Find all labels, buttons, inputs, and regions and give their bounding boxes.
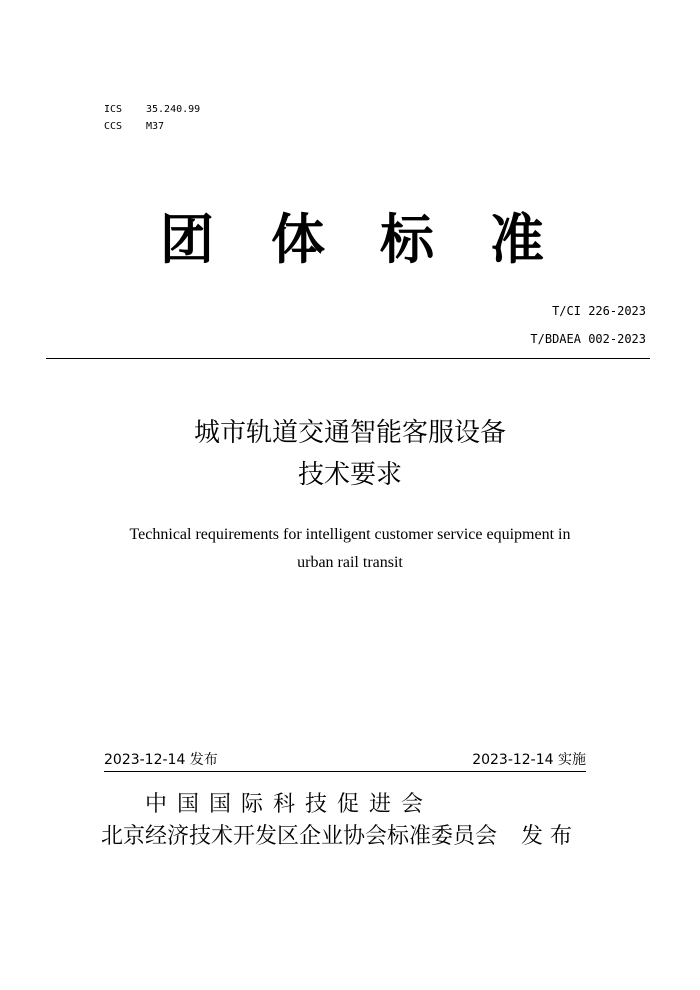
english-title <box>0 521 700 577</box>
ics-label: ICS <box>104 104 123 115</box>
standard-number-bdaea: T/BDAEA 002-2023 <box>530 332 646 346</box>
ccs-row <box>104 118 200 135</box>
standard-type-char: 体 <box>271 207 325 271</box>
standard-type-heading <box>0 204 700 276</box>
chinese-title <box>0 412 700 496</box>
issuer-name: 北京经济技术开发区企业协会标准委员会 <box>101 824 498 849</box>
chinese-title-line1: 城市轨道交通智能客服设备 <box>193 418 506 448</box>
english-title-line2: urban rail transit <box>297 554 403 571</box>
ccs-label: CCS <box>104 121 123 132</box>
standard-type-char: 团 <box>160 207 214 271</box>
standard-numbers <box>530 297 646 353</box>
publish-date: 2023-12-14 发布 <box>104 752 218 768</box>
classification-codes <box>104 101 200 135</box>
ics-row <box>104 101 200 118</box>
standard-number-ci: T/CI 226-2023 <box>552 304 646 318</box>
issue-action: 发 布 <box>521 824 573 849</box>
standard-type-char: 标 <box>380 207 434 271</box>
issuer-line1: 中国国际科技促进会 <box>145 792 434 817</box>
issuer-line2 <box>101 822 572 852</box>
english-title-line1: Technical requirements for intelligent customer service equipment in <box>129 526 571 543</box>
dates-divider <box>104 771 586 772</box>
header-divider <box>46 358 650 359</box>
ics-value: 35.240.99 <box>146 104 201 115</box>
implement-date: 2023-12-14 实施 <box>472 752 586 768</box>
chinese-title-line2: 技术要求 <box>297 460 402 490</box>
ccs-value: M37 <box>146 121 165 132</box>
standard-type-char: 准 <box>490 207 544 271</box>
